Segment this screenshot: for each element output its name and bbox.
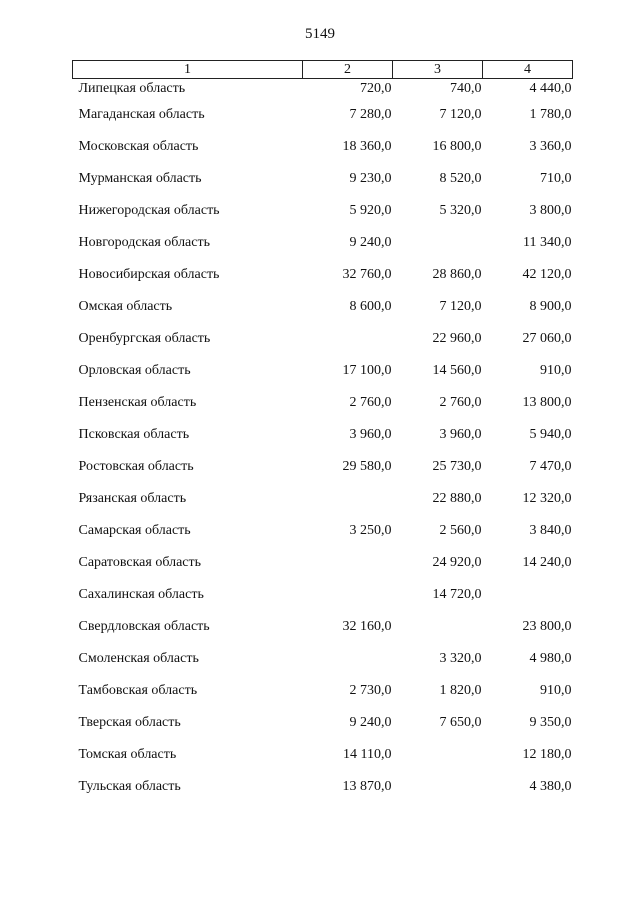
region-name-cell: Липецкая область <box>78 81 186 96</box>
column-4-value: 8 900,0 <box>529 299 572 314</box>
table-row <box>73 611 573 643</box>
column-2-value <box>303 579 393 611</box>
column-3-value <box>393 227 483 259</box>
table-row <box>73 259 573 291</box>
column-3-value: 3 960,0 <box>439 427 482 442</box>
column-3-value: 2 760,0 <box>439 395 482 410</box>
column-4-value: 3 840,0 <box>529 523 572 538</box>
column-2-value: 17 100,0 <box>342 363 392 378</box>
column-4-value <box>483 579 573 611</box>
column-2-value <box>303 547 393 579</box>
column-3-value: 2 560,0 <box>439 523 482 538</box>
table-row <box>73 419 573 451</box>
column-4-value: 4 980,0 <box>529 651 572 666</box>
column-3-value: 22 960,0 <box>432 331 482 346</box>
table-row <box>73 387 573 419</box>
column-3-value: 7 650,0 <box>439 715 482 730</box>
column-2-value <box>303 323 393 355</box>
column-header-4: 4 <box>483 61 573 79</box>
region-name-cell: Орловская область <box>78 363 191 378</box>
column-4-value: 11 340,0 <box>523 235 572 250</box>
column-2-value: 32 160,0 <box>342 619 392 634</box>
region-name-cell: Тверская область <box>78 715 181 730</box>
column-4-value: 910,0 <box>540 683 572 698</box>
column-3-value: 28 860,0 <box>432 267 482 282</box>
column-3-value: 14 720,0 <box>432 587 482 602</box>
column-2-value: 9 240,0 <box>349 715 392 730</box>
column-4-value: 4 440,0 <box>529 81 572 96</box>
table-row <box>73 163 573 195</box>
column-3-value: 8 520,0 <box>439 171 482 186</box>
table-row <box>73 739 573 771</box>
column-3-value <box>393 771 483 803</box>
table-row <box>73 355 573 387</box>
column-4-value: 42 120,0 <box>522 267 572 282</box>
table-row <box>73 131 573 163</box>
column-2-value: 18 360,0 <box>342 139 392 154</box>
column-4-value: 7 470,0 <box>529 459 572 474</box>
table-row <box>73 771 573 803</box>
column-3-value: 3 320,0 <box>439 651 482 666</box>
column-2-value: 32 760,0 <box>342 267 392 282</box>
column-4-value: 27 060,0 <box>522 331 572 346</box>
table-row <box>73 291 573 323</box>
column-3-value: 5 320,0 <box>439 203 482 218</box>
column-4-value: 3 360,0 <box>529 139 572 154</box>
table-row <box>73 643 573 675</box>
column-3-value: 14 560,0 <box>432 363 482 378</box>
column-3-value: 22 880,0 <box>432 491 482 506</box>
column-3-value: 24 920,0 <box>432 555 482 570</box>
column-2-value: 13 870,0 <box>342 779 392 794</box>
column-header-2: 2 <box>303 61 393 79</box>
region-name-cell: Свердловская область <box>78 619 210 634</box>
column-3-value <box>393 739 483 771</box>
column-2-value: 3 960,0 <box>349 427 392 442</box>
column-4-value: 3 800,0 <box>529 203 572 218</box>
column-3-value: 1 820,0 <box>439 683 482 698</box>
column-3-value: 25 730,0 <box>432 459 482 474</box>
table-header <box>73 61 573 79</box>
region-name-cell: Саратовская область <box>78 555 202 570</box>
table-row <box>73 99 573 131</box>
column-2-value: 2 760,0 <box>349 395 392 410</box>
region-name-cell: Нижегородская область <box>78 203 220 218</box>
column-4-value: 12 180,0 <box>522 747 572 762</box>
region-name-cell: Самарская область <box>78 523 191 538</box>
column-2-value: 8 600,0 <box>349 299 392 314</box>
column-4-value: 4 380,0 <box>529 779 572 794</box>
region-name-cell: Новгородская область <box>78 235 210 250</box>
table-row <box>73 451 573 483</box>
column-4-value: 23 800,0 <box>522 619 572 634</box>
column-2-value <box>303 483 393 515</box>
table-row <box>73 227 573 259</box>
column-3-value: 16 800,0 <box>432 139 482 154</box>
header-row <box>73 61 573 79</box>
column-2-value: 720,0 <box>360 81 392 96</box>
table-row <box>73 323 573 355</box>
column-4-value: 910,0 <box>540 363 572 378</box>
column-2-value: 14 110,0 <box>343 747 392 762</box>
column-4-value: 14 240,0 <box>522 555 572 570</box>
region-name-cell: Омская область <box>78 299 173 314</box>
table-body <box>73 79 573 804</box>
column-2-value: 9 240,0 <box>349 235 392 250</box>
region-name-cell: Ростовская область <box>78 459 194 474</box>
region-name-cell: Магаданская область <box>78 107 205 122</box>
region-name-cell: Псковская область <box>78 427 190 442</box>
column-4-value: 13 800,0 <box>522 395 572 410</box>
column-4-value: 12 320,0 <box>522 491 572 506</box>
column-3-value: 740,0 <box>450 81 482 96</box>
table-row <box>73 707 573 739</box>
column-4-value: 1 780,0 <box>529 107 572 122</box>
table-row <box>73 547 573 579</box>
column-3-value <box>393 611 483 643</box>
region-name-cell: Рязанская область <box>78 491 187 506</box>
table-row <box>73 79 573 100</box>
region-name-cell: Новосибирская область <box>78 267 220 282</box>
table-row <box>73 515 573 547</box>
table-row <box>73 675 573 707</box>
region-name-cell: Пензенская область <box>78 395 197 410</box>
column-3-value: 7 120,0 <box>439 299 482 314</box>
data-table <box>72 60 573 803</box>
column-2-value: 9 230,0 <box>349 171 392 186</box>
table-row <box>73 195 573 227</box>
column-2-value: 5 920,0 <box>349 203 392 218</box>
column-2-value: 2 730,0 <box>349 683 392 698</box>
region-name-cell: Тульская область <box>78 779 181 794</box>
region-name-cell: Московская область <box>78 139 199 154</box>
column-2-value: 7 280,0 <box>349 107 392 122</box>
column-2-value: 29 580,0 <box>342 459 392 474</box>
region-name-cell: Смоленская область <box>78 651 199 666</box>
region-name-cell: Мурманская область <box>78 171 202 186</box>
column-header-1: 1 <box>73 61 303 79</box>
column-4-value: 9 350,0 <box>529 715 572 730</box>
table-row <box>73 579 573 611</box>
column-2-value: 3 250,0 <box>349 523 392 538</box>
column-4-value: 5 940,0 <box>529 427 572 442</box>
column-header-3: 3 <box>393 61 483 79</box>
page-number: 5149 <box>305 26 335 42</box>
column-4-value: 710,0 <box>540 171 572 186</box>
region-name-cell: Тамбовская область <box>78 683 198 698</box>
region-name-cell: Оренбургская область <box>78 331 211 346</box>
region-name-cell: Сахалинская область <box>78 587 204 602</box>
column-3-value: 7 120,0 <box>439 107 482 122</box>
table-row <box>73 483 573 515</box>
column-2-value <box>303 643 393 675</box>
region-name-cell: Томская область <box>78 747 177 762</box>
